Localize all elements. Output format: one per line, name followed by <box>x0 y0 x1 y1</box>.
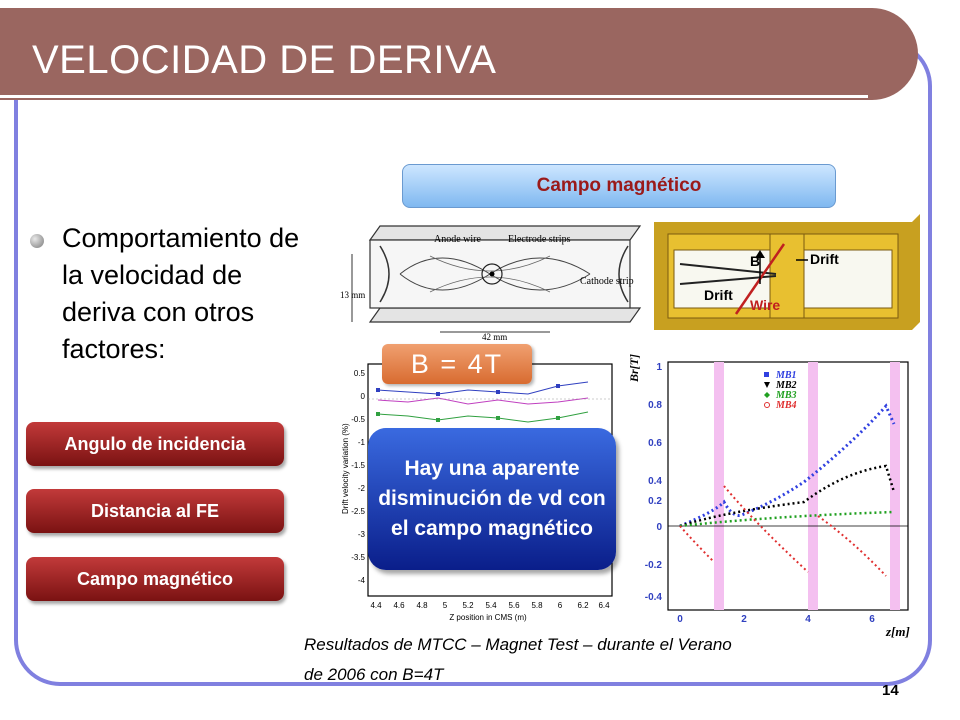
br-ytick: 0.2 <box>648 496 662 507</box>
bullet-text: Comportamiento de la velocidad de deriva con otros factores: <box>62 223 300 364</box>
ytick: -2.5 <box>351 507 365 516</box>
br-ytick: 1 <box>656 362 662 373</box>
br-xtick: 4 <box>805 614 811 625</box>
legend-mb2: MB2 <box>776 380 797 391</box>
distancia-fe-button[interactable]: Distancia al FE <box>26 489 284 533</box>
xtick: 6 <box>557 601 563 610</box>
xtick: 5.4 <box>485 601 497 610</box>
xtick: 5.8 <box>531 601 543 610</box>
title-bar <box>0 8 918 100</box>
br-ytick: 0.8 <box>648 400 662 411</box>
anode-wire-label: Anode wire <box>434 234 481 245</box>
legend-mb1: MB1 <box>776 370 797 381</box>
br-field-plot <box>624 352 914 642</box>
ytick: -3 <box>357 530 365 539</box>
wire-label: Wire <box>750 297 781 313</box>
caption: Resultados de MTCC – Magnet Test – durante el Verano de 2006 con B=4T <box>304 635 732 684</box>
angulo-incidencia-button[interactable]: Angulo de incidencia <box>26 422 284 466</box>
velocity-ylabel: Drift velocity variation (%) <box>341 423 350 514</box>
drift-label-left: Drift <box>704 287 733 303</box>
width-dimension-label: 42 mm <box>482 332 508 340</box>
callout-box: Hay una aparente disminución de vd con el campo magnético <box>368 428 616 570</box>
drift-label-right: Drift <box>810 251 839 267</box>
br-ytick: -0.4 <box>644 592 662 603</box>
br-xtick: 0 <box>677 614 683 625</box>
ytick: -2 <box>357 484 365 493</box>
drift-cell-diagram <box>340 216 646 340</box>
title-underline <box>0 95 868 98</box>
br-xlabel: z[m] <box>886 624 910 639</box>
bullet-icon <box>30 234 44 248</box>
ytick: -3.5 <box>351 553 365 562</box>
b-field-label: B <box>750 253 761 269</box>
br-xtick: 6 <box>869 614 875 625</box>
br-ytick: 0 <box>656 522 662 533</box>
cathode-strip-label: Cathode strip <box>580 276 634 287</box>
xtick: 4.8 <box>416 601 428 610</box>
br-xtick: 2 <box>741 614 747 625</box>
xtick: 6.4 <box>598 601 610 610</box>
electrode-strips-label: Electrode strips <box>508 234 571 245</box>
xtick: 5.6 <box>508 601 520 610</box>
b-field-label: B = 4T <box>382 344 532 384</box>
br-ylabel: Br[T] <box>627 354 641 382</box>
ytick: 0 <box>360 392 365 401</box>
ytick: -1.5 <box>351 461 365 470</box>
slide-title: VELOCIDAD DE DERIVA <box>32 38 497 82</box>
ytick: -1 <box>357 438 365 447</box>
page-number: 14 <box>882 682 899 699</box>
xtick: 6.2 <box>577 601 589 610</box>
campo-magnetico-header[interactable]: Campo magnético <box>402 164 836 208</box>
br-ytick: -0.2 <box>644 560 662 571</box>
br-ytick: 0.6 <box>648 438 662 449</box>
legend-mb3: MB3 <box>776 390 797 401</box>
ytick: -0.5 <box>351 415 365 424</box>
ytick: 0.5 <box>353 369 365 378</box>
velocity-xlabel: Z position in CMS (m) <box>449 613 527 622</box>
height-dimension-label: 13 mm <box>340 290 366 300</box>
campo-magnetico-button[interactable]: Campo magnético <box>26 557 284 601</box>
xtick: 4.4 <box>370 601 382 610</box>
legend-mb4: MB4 <box>776 400 797 411</box>
ytick: -4 <box>357 576 365 585</box>
xtick: 5 <box>442 601 448 610</box>
field-diagram <box>654 214 920 330</box>
br-ytick: 0.4 <box>648 476 662 487</box>
xtick: 4.6 <box>393 601 405 610</box>
xtick: 5.2 <box>462 601 474 610</box>
